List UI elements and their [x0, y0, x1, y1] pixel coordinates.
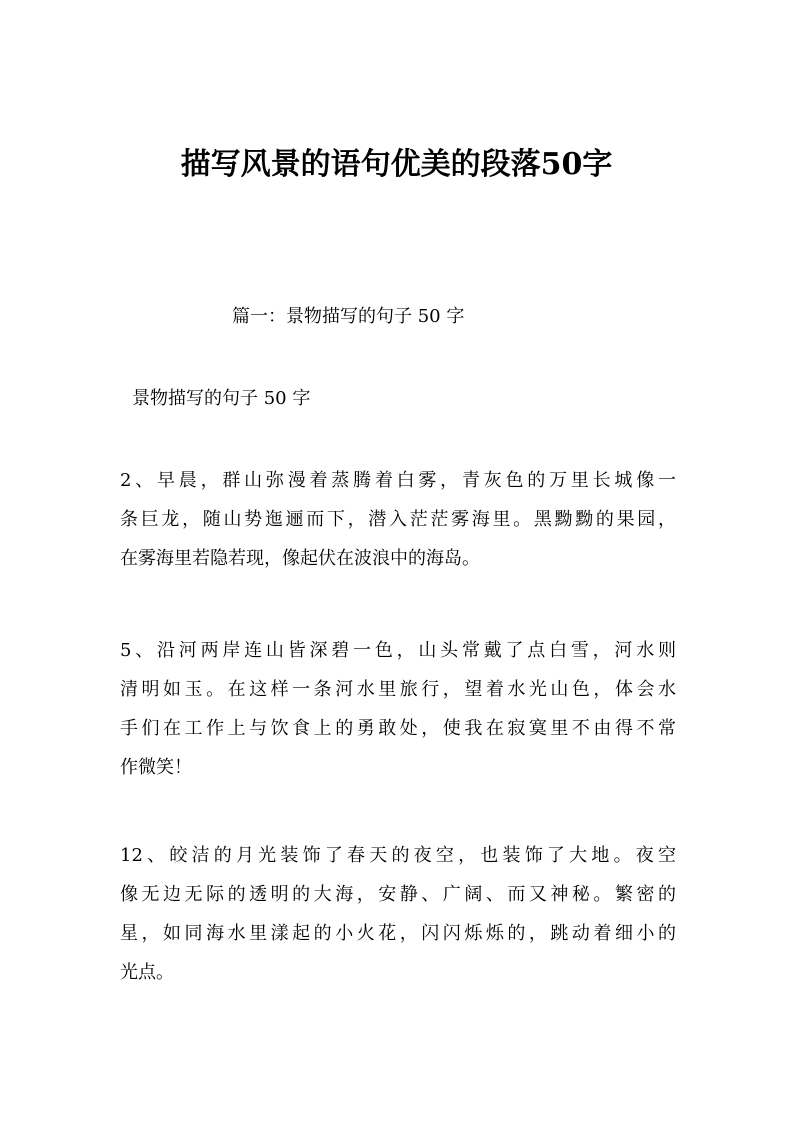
paragraph-2 [120, 461, 676, 578]
section-heading: 篇一：景物描写的句子 50 字 [232, 306, 465, 327]
paragraph-12 [120, 836, 676, 992]
paragraph-line: 手们在工作上与饮食上的勇敢处，使我在寂寞里不由得不常 [120, 718, 676, 739]
paragraph-line: 5、沿河两岸连山皆深碧一色，山头常戴了点白雪，河水则 [120, 640, 676, 661]
document-title: 描写风景的语句优美的段落50字 [180, 147, 613, 182]
paragraph-line: 清明如玉。在这样一条河水里旅行，望着水光山色，体会水 [120, 679, 676, 700]
paragraph-line: 作微笑！ [120, 757, 192, 778]
paragraph-line: 像无边无际的透明的大海，安静、广阔、而又神秘。繁密的 [120, 884, 676, 905]
paragraph-line: 星，如同海水里漾起的小火花，闪闪烁烁的，跳动着细小的 [120, 923, 676, 944]
paragraph-line: 12、皎洁的月光装饰了春天的夜空，也装饰了大地。夜空 [120, 845, 676, 866]
section-lead: 景物描写的句子 50 字 [132, 388, 311, 409]
paragraph-line: 在雾海里若隐若现，像起伏在波浪中的海岛。 [120, 548, 480, 569]
paragraph-5 [120, 631, 676, 787]
paragraph-line: 条巨龙，随山势迤逦而下，潜入茫茫雾海里。黑黝黝的果园， [120, 509, 676, 530]
paragraph-line: 2、早晨，群山弥漫着蒸腾着白雾，青灰色的万里长城像一 [120, 470, 676, 491]
paragraph-line: 光点。 [120, 962, 174, 983]
